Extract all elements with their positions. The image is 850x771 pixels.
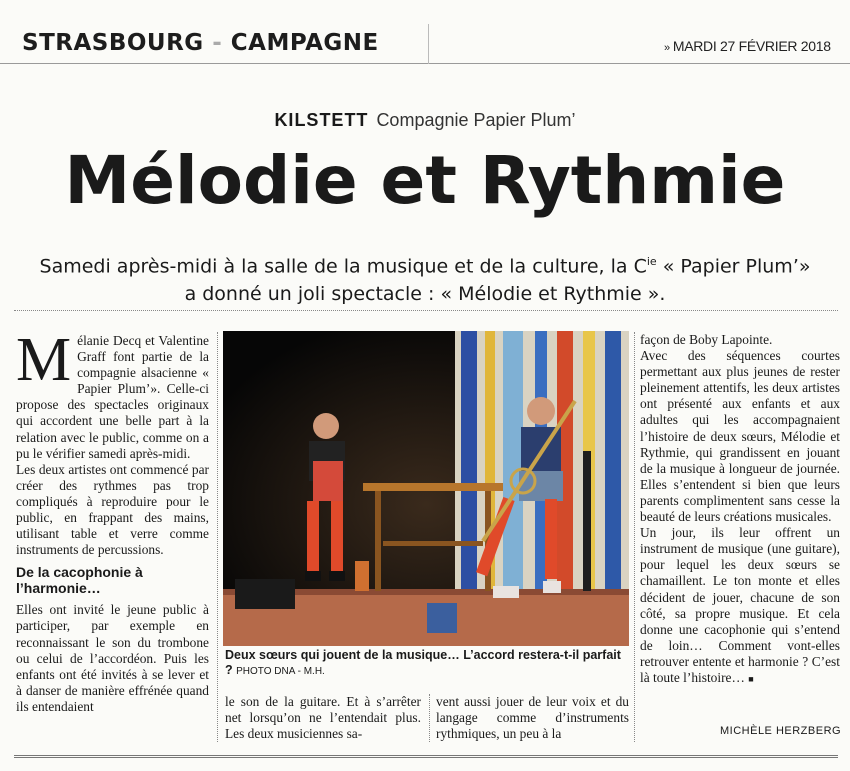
photo-credit: PHOTO DNA - M.H.: [236, 666, 325, 677]
kicker-place: KILSTETT: [274, 110, 369, 130]
paragraph-1: élanie Decq et Valentine Graff font partie de la compagnie alsacienne « Papier Plum’». Celle-ci propose des spectacles originaux qui accordent une belle part à la relation avec le public, comme on a pu le vérifier samedi après-midi.: [16, 333, 209, 461]
article-column-1: [16, 326, 209, 715]
paragraph-6: Un jour, ils leur offrent un instrument de musique (une guitare), pour lequel les deux sœurs se chamaillent. Le ton monte et elles décident de jouer, chacune de son côté, sa propre musique. Et cela donne une cacophonie qui s’entend de loin… Comment vont-elles retrouver entente et harmonie ? C’est là toute l’histoire… ■: [640, 525, 840, 685]
author-signature: MICHÈLE HERZBERG: [720, 725, 842, 737]
drop-cap: M: [16, 326, 72, 394]
column-divider-2: [429, 694, 430, 742]
date-arrow-icon: »: [664, 42, 670, 54]
footer-rule: [14, 755, 838, 758]
stage-photo-illustration: [223, 331, 629, 646]
article-column-2: [225, 694, 421, 742]
kicker: [0, 110, 850, 131]
column-3-text: vent aussi jouer de leur voix et du langage comme d’instruments rythmiques, un peu à la: [436, 694, 629, 742]
section-title: STRASBOURG - CAMPAGNE: [22, 30, 379, 56]
article-photo: [223, 331, 629, 646]
column-divider-1: [217, 332, 218, 742]
end-mark: ■: [748, 673, 754, 684]
kicker-company: Compagnie Papier Plum’: [376, 110, 576, 130]
header-divider: [428, 24, 429, 64]
photo-caption: Deux sœurs qui jouent de la musique… L’accord restera-t-il parfait ? PHOTO DNA - M.H.: [225, 648, 621, 677]
paragraph-5: Avec des séquences courtes permettant aux plus jeunes de rester pleinement attentifs, les deux artistes ont présenté aux enfants et aux adultes qui les accompagnaient l’histoire de deux sœurs, Mélodie et Rythmie, qui grandissent en jouant de la musique à longueur de journée. Elles s’entendent si bien que leurs parents complimentent sans cesse la beauté de leurs créations musicales.: [640, 348, 840, 525]
paragraph-3: Elles ont invité le jeune public à participer, par exemple en reconnaissant le son du trombone ou celui de l’accordéon. Puis les enfants ont été invités à se lever et à danser de manière effrénée quand ils entendaient: [16, 602, 209, 714]
issue-date: » MARDI 27 FÉVRIER 2018: [664, 38, 831, 54]
paragraph-4: façon de Boby Lapointe.: [640, 332, 773, 347]
subheading: De la cacophonie à l’harmonie…: [16, 564, 143, 597]
header-rule: [0, 63, 850, 64]
headline: Mélodie et Rythmie: [64, 142, 786, 219]
article-column-3: [436, 694, 629, 742]
article-column-4: [640, 332, 840, 687]
column-2-text: le son de la guitare. Et à s’arrêter net lorsqu’on ne l’entendait plus. Les deux musiciennes sa-: [225, 694, 421, 742]
column-divider-4: [634, 332, 635, 742]
standfirst: Samedi après-midi à la salle de la musique et de la culture, la $C^{ie}$ « Papier Plum’» a donné un joli spectacle : « Mélodie et Rythmie ».: [39, 255, 811, 306]
paragraph-2: Les deux artistes ont commencé par créer des rythmes pas trop compliqués à reproduire pour le public, en frappant des mains, utilisant table et verre comme instruments de percussions.: [16, 461, 209, 558]
standfirst-rule: [14, 310, 838, 311]
